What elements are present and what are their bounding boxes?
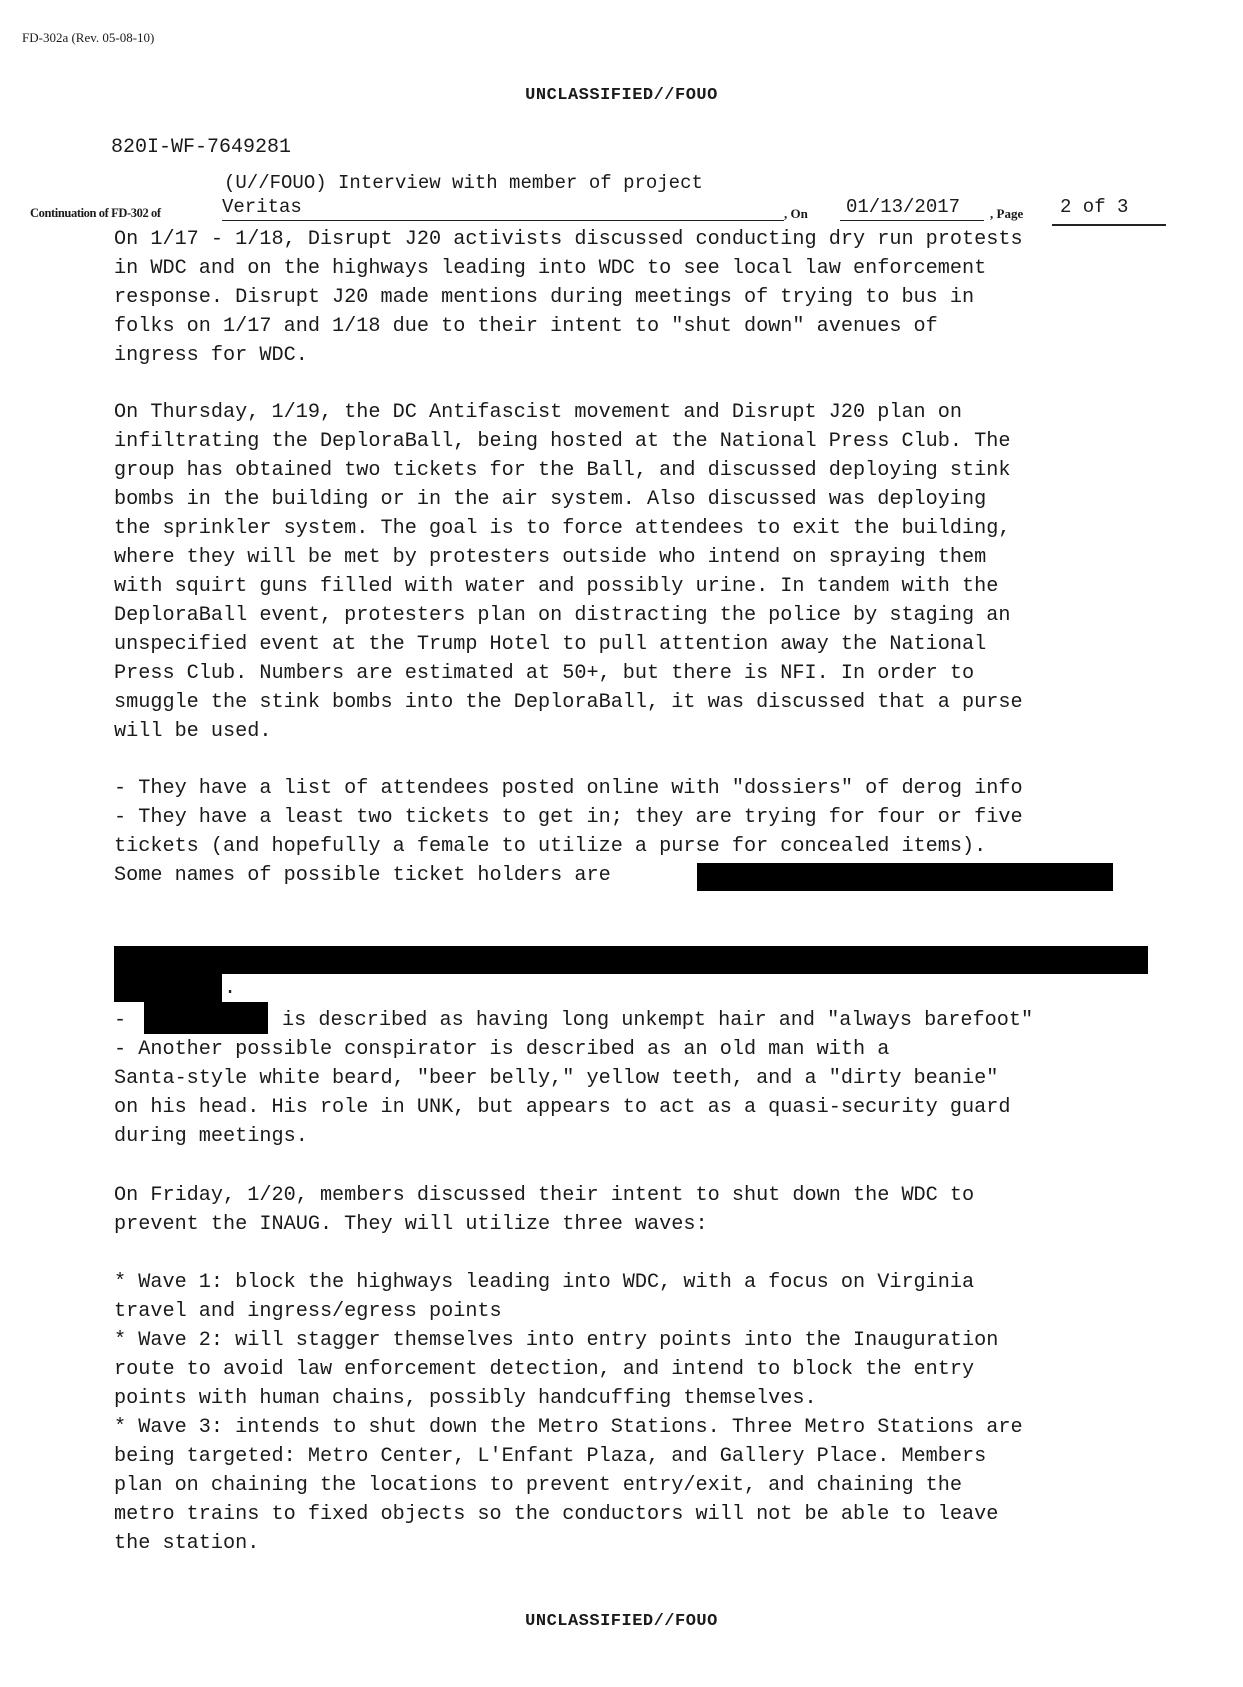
- body-line: On Friday, 1/20, members discussed their intent to shut down the WDC to: [114, 1184, 975, 1207]
- body-line: - Another possible conspirator is described as an old man with a: [114, 1038, 890, 1061]
- body-line: .: [224, 977, 237, 1000]
- redaction-block: [144, 1002, 268, 1034]
- date-underline: [840, 220, 984, 221]
- body-line: infiltrating the DeploraBall, being hosted at the National Press Club. The: [114, 430, 1011, 453]
- redaction-block: [114, 946, 1148, 974]
- body-line: prevent the INAUG. They will utilize three waves:: [114, 1213, 708, 1236]
- body-line: will be used.: [114, 720, 272, 743]
- body-line: the station.: [114, 1532, 260, 1555]
- body-line: in WDC and on the highways leading into WDC to see local law enforcement: [114, 257, 987, 280]
- body-line: plan on chaining the locations to prevent entry/exit, and chaining the: [114, 1474, 963, 1497]
- redaction-block: [697, 863, 1113, 891]
- body-line: bombs in the building or in the air system. Also discussed was deploying: [114, 488, 987, 511]
- form-id: FD-302a (Rev. 05-08-10): [22, 30, 155, 45]
- body-line: ingress for WDC.: [114, 344, 308, 367]
- body-line: * Wave 1: block the highways leading into WDC, with a focus on Virginia: [114, 1271, 975, 1294]
- body-line: with squirt guns filled with water and possibly urine. In tandem with the: [114, 575, 999, 598]
- title-underline: [222, 220, 784, 221]
- body-line: being targeted: Metro Center, L'Enfant Plaza, and Gallery Place. Members: [114, 1445, 987, 1468]
- body-line: response. Disrupt J20 made mentions during meetings of trying to bus in: [114, 286, 975, 309]
- body-line: DeploraBall event, protesters plan on distracting the police by staging an: [114, 604, 1011, 627]
- classification-banner-top: UNCLASSIFIED//FOUO: [525, 86, 718, 105]
- body-line: Press Club. Numbers are estimated at 50+, but there is NFI. In order to: [114, 662, 975, 685]
- body-line: travel and ingress/egress points: [114, 1300, 502, 1323]
- body-line: the sprinkler system. The goal is to force attendees to exit the building,: [114, 517, 1011, 540]
- body-line: during meetings.: [114, 1125, 308, 1148]
- body-line: On 1/17 - 1/18, Disrupt J20 activists discussed conducting dry run protests: [114, 228, 1023, 251]
- body-line: On Thursday, 1/19, the DC Antifascist movement and Disrupt J20 plan on: [114, 401, 963, 424]
- body-line: Some names of possible ticket holders are: [114, 864, 611, 887]
- body-line: group has obtained two tickets for the Ball, and discussed deploying stink: [114, 459, 1011, 482]
- continuation-label: Continuation of FD-302 of: [30, 206, 161, 220]
- body-line: - They have a least two tickets to get in; they are trying for four or five: [114, 806, 1023, 829]
- body-line: points with human chains, possibly handcuffing themselves.: [114, 1387, 817, 1410]
- body-line: tickets (and hopefully a female to utilize a purse for concealed items).: [114, 835, 987, 858]
- body-line: -: [114, 1009, 127, 1032]
- body-line: metro trains to fixed objects so the conductors will not be able to leave: [114, 1503, 999, 1526]
- interview-date: 01/13/2017: [846, 196, 961, 218]
- body-line: * Wave 2: will stagger themselves into entry points into the Inauguration: [114, 1329, 999, 1352]
- on-label: , On: [784, 206, 808, 221]
- page-number: 2 of 3: [1060, 196, 1129, 218]
- page-underline: [1052, 224, 1166, 226]
- body-line: smuggle the stink bombs into the DeploraBall, it was discussed that a purse: [114, 691, 1023, 714]
- interview-title-line2: Veritas: [222, 196, 302, 218]
- body-line: on his head. His role in UNK, but appears to act as a quasi-security guard: [114, 1096, 1011, 1119]
- body-line: Santa-style white beard, "beer belly," yellow teeth, and a "dirty beanie": [114, 1067, 999, 1090]
- file-number: 820I-WF-7649281: [111, 136, 292, 159]
- classification-banner-bottom: UNCLASSIFIED//FOUO: [525, 1612, 718, 1631]
- body-line: route to avoid law enforcement detection, and intend to block the entry: [114, 1358, 975, 1381]
- redaction-block: [114, 974, 222, 1002]
- body-line: folks on 1/17 and 1/18 due to their intent to "shut down" avenues of: [114, 315, 938, 338]
- page-label: , Page: [990, 206, 1024, 221]
- body-line: unspecified event at the Trump Hotel to pull attention away the National: [114, 633, 987, 656]
- interview-title-line1: (U//FOUO) Interview with member of project: [224, 172, 703, 194]
- body-line: * Wave 3: intends to shut down the Metro Stations. Three Metro Stations are: [114, 1416, 1023, 1439]
- body-line: is described as having long unkempt hair and "always barefoot": [282, 1009, 1034, 1032]
- body-line: - They have a list of attendees posted online with "dossiers" of derog info: [114, 777, 1023, 800]
- body-line: where they will be met by protesters outside who intend on spraying them: [114, 546, 987, 569]
